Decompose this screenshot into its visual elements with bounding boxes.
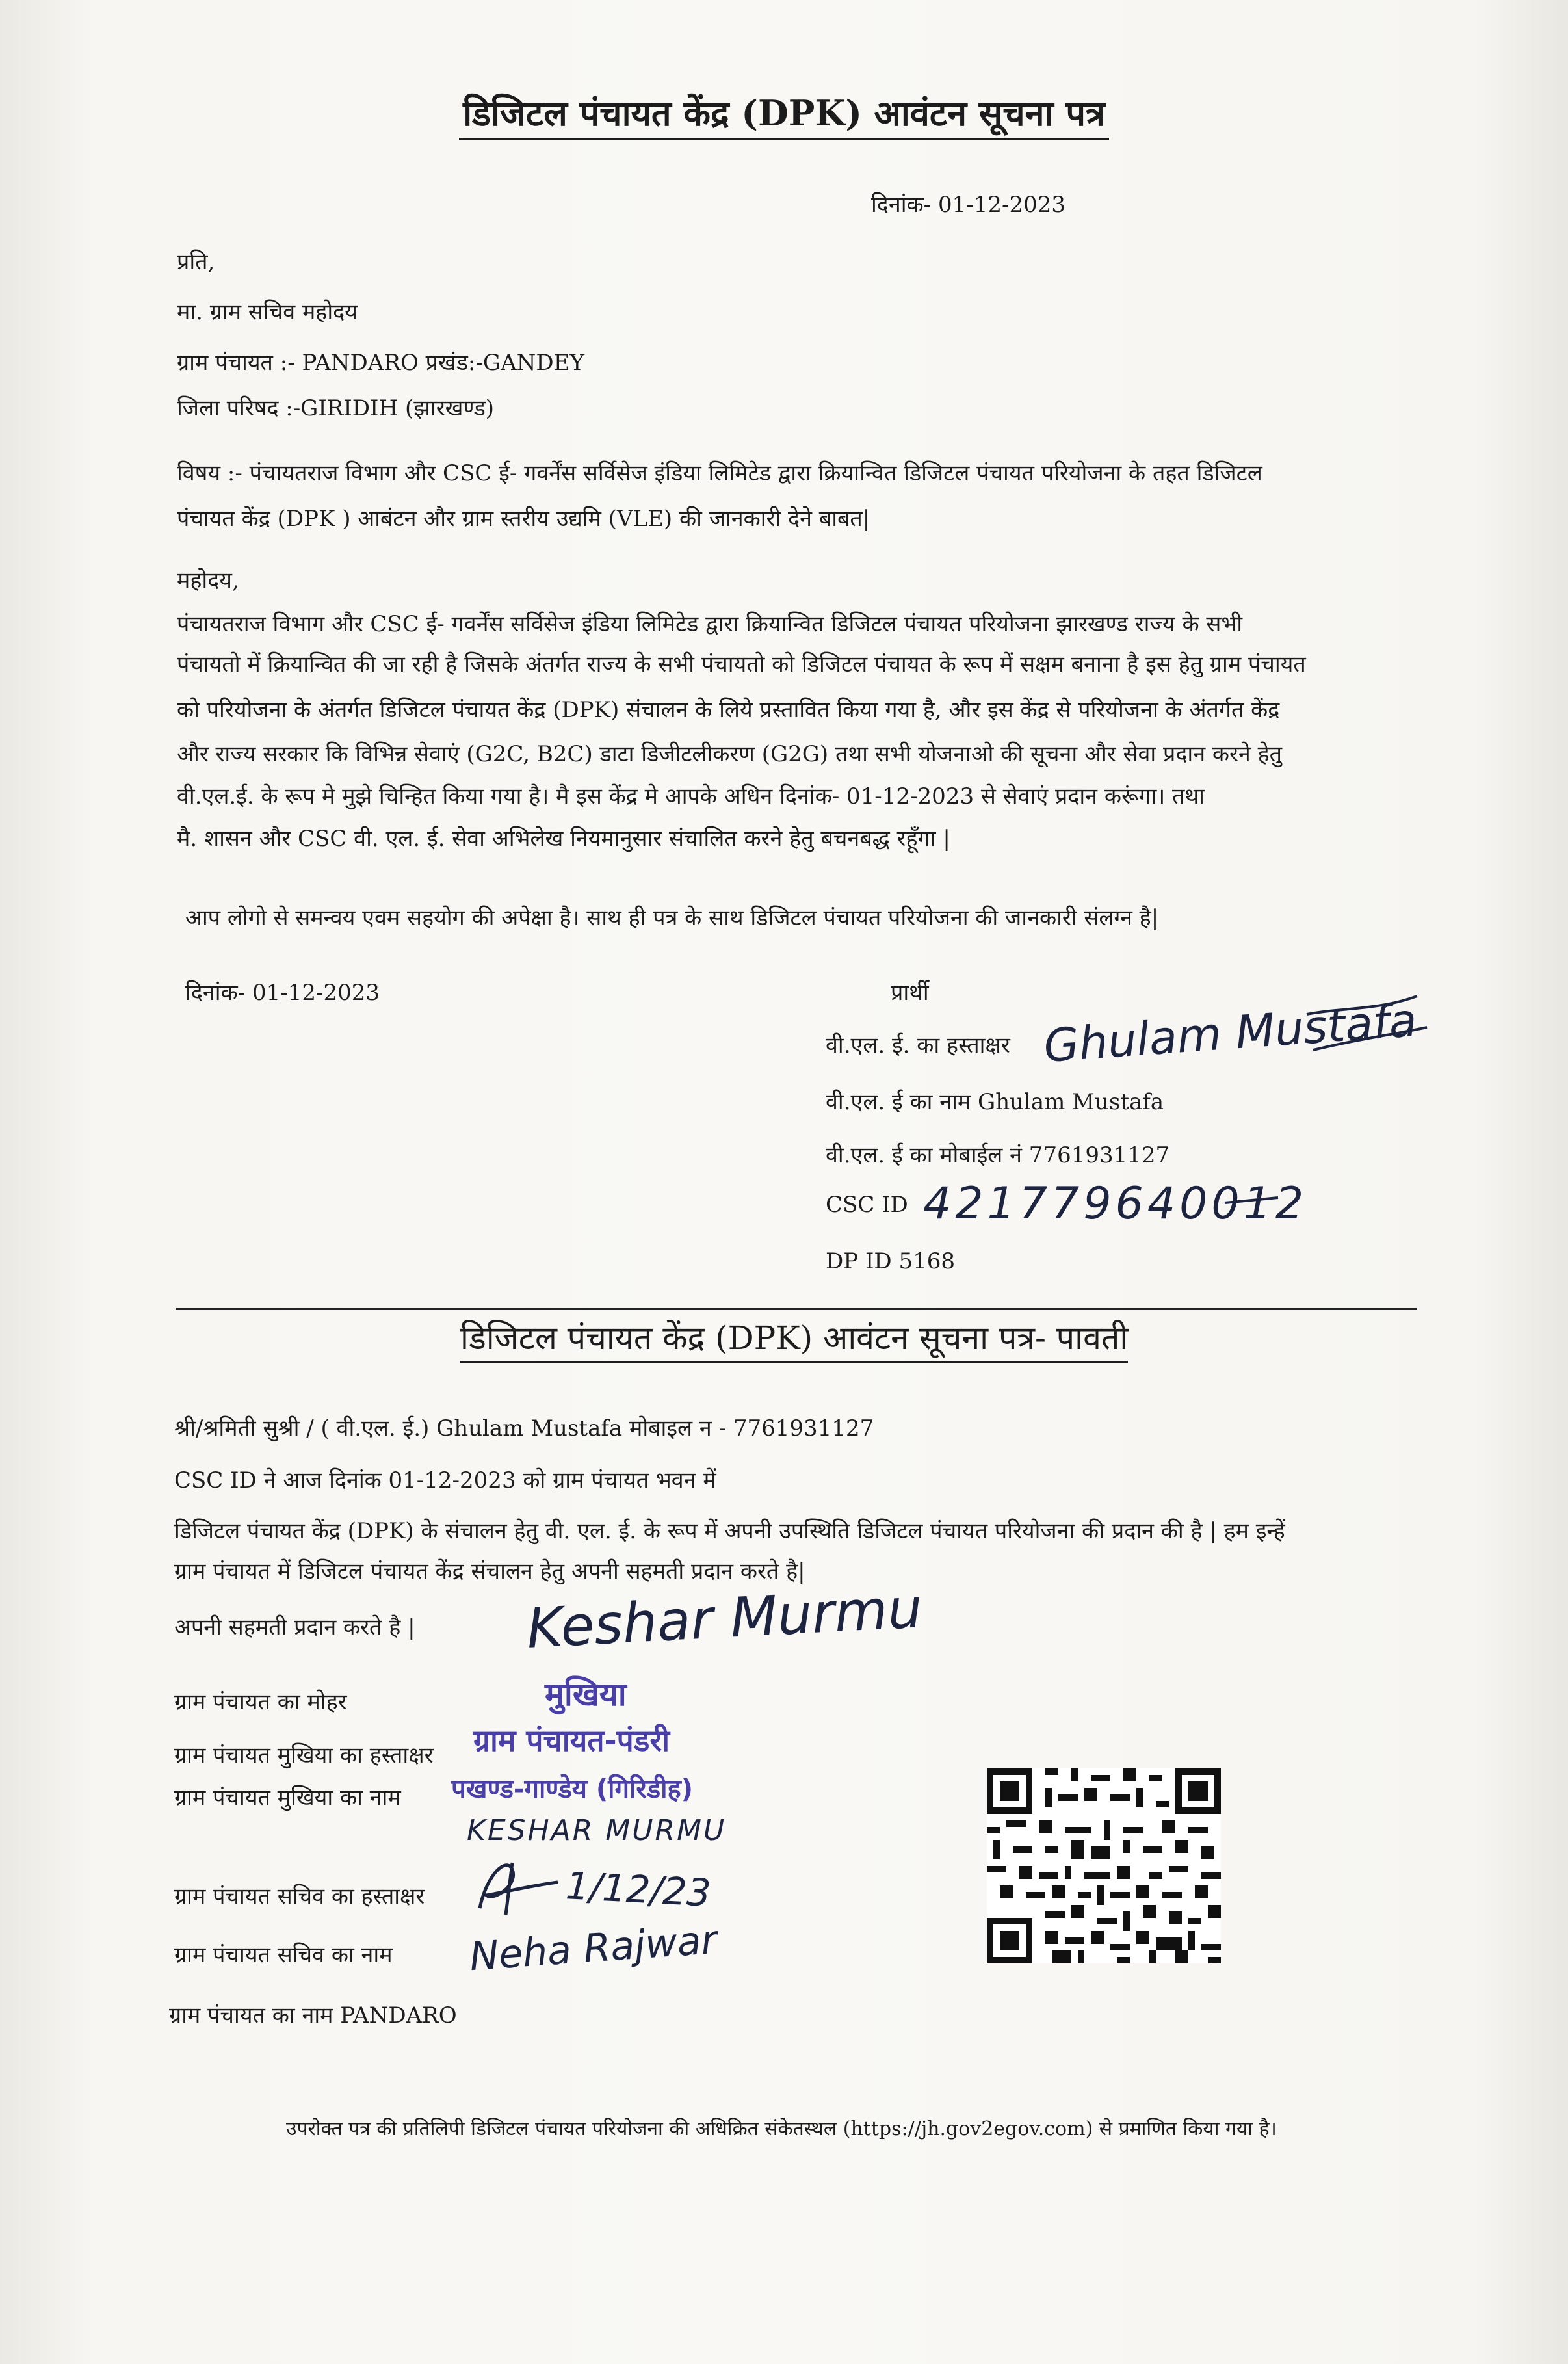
- dp-id: DP ID 5168: [826, 1248, 955, 1274]
- gp-name-line: ग्राम पंचायत का नाम PANDARO: [169, 2003, 457, 2029]
- body-line: मै. शासन और CSC वी. एल. ई. सेवा अभिलेख नियमानुसार संचालित करने हेतु बचनबद्ध रहूँगा |: [177, 826, 950, 852]
- date-top: दिनांक- 01-12-2023: [871, 192, 1065, 218]
- mukhiya-sign-label: ग्राम पंचायत मुखिया का हस्ताक्षर: [174, 1742, 434, 1768]
- vle-mobile: वी.एल. ई का मोबाईल नं 7761931127: [826, 1142, 1170, 1168]
- body-line: पंचायतो में क्रियान्वित की जा रही है जिसके अंतर्गत राज्य के सभी पंचायतो को डिजिटल पंचायत के रूप में सक्षम बनाना है इस हेतु ग्राम पंचायत: [177, 651, 1306, 677]
- receipt-line-2: CSC ID ने आज दिनांक 01-12-2023 को ग्राम पंचायत भवन में: [174, 1467, 716, 1493]
- vle-signature-label: वी.एल. ई. का हस्ताक्षर: [826, 1032, 1010, 1058]
- cooperation-line: आप लोगो से समन्वय एवम सहयोग की अपेक्षा है। साथ ही पत्र के साथ डिजिटल पंचायत परियोजना की जानकारी संलग्न है|: [185, 905, 1159, 931]
- receipt-title: डिजिटल पंचायत केंद्र (DPK) आवंटन सूचना पत्र- पावती: [460, 1315, 1128, 1359]
- mukhiya-name-label: ग्राम पंचायत मुखिया का नाम: [174, 1785, 401, 1811]
- zila-parishad: जिला परिषद :-GIRIDIH (झारखण्ड): [177, 395, 495, 421]
- date-bottom: दिनांक- 01-12-2023: [185, 980, 380, 1006]
- vle-name: वी.एल. ई का नाम Ghulam Mustafa: [826, 1089, 1164, 1115]
- stamp-line-1: मुखिया: [545, 1675, 627, 1713]
- body-line: वी.एल.ई. के रूप मे मुझे चिन्हित किया गया है। मै इस केंद्र मे आपके अधिन दिनांक- 01-12-2023 से सेवाएं प्रदान करूंगा। तथा: [177, 783, 1205, 809]
- body-line: को परियोजना के अंतर्गत डिजिटल पंचायत केंद्र (DPK) संचालन के लिये प्रस्तावित किया गया है, और इस केंद्र से परियोजना के अंतर्गत केंद्र: [177, 697, 1280, 723]
- section-divider: [176, 1308, 1417, 1310]
- salutation: महोदय,: [177, 568, 239, 594]
- stamp-line-3: पखण्ड-गाण्डेय (गिरिडीह): [451, 1774, 694, 1804]
- sachiv-sign-label: ग्राम पंचायत सचिव का हस्ताक्षर: [174, 1884, 425, 1910]
- footer-note: उपरोक्त पत्र की प्रतिलिपी डिजिटल पंचायत परियोजना की अधिक्रित संकेतस्थल (https://jh.gov2egov.com) से प्रमाणित किया गया है।: [286, 2118, 1277, 2140]
- csc-id-value: 421779640012: [923, 1178, 1308, 1229]
- sachiv-signature-mark: [467, 1850, 564, 1921]
- body-line: और राज्य सरकार कि विभिन्न सेवाएं (G2C, B2C) डाटा डिजीटलीकरण (G2G) तथा सभी योजनाओ की सूचना और सेवा प्रदान करने हेतु: [177, 741, 1283, 767]
- receipt-line-1: श्री/श्रमिती सुश्री / ( वी.एल. ई.) Ghulam Mustafa मोबाइल न - 7761931127: [174, 1415, 874, 1441]
- sachiv-sign-date: 1/12/23: [564, 1863, 712, 1915]
- stamp-line-2: ग्राम पंचायत-पंडरी: [473, 1723, 670, 1758]
- sachiv-name-hw: Neha Rajwar: [468, 1917, 719, 1980]
- applicant-heading: प्रार्थी: [891, 980, 929, 1006]
- receipt-line-5: अपनी सहमती प्रदान करते है |: [174, 1614, 415, 1640]
- csc-id-label: CSC ID: [826, 1192, 908, 1218]
- prati: प्रति,: [177, 249, 215, 275]
- signature-flourish: [1300, 988, 1430, 1060]
- vle-signature: Ghulam Mustafa: [1041, 993, 1419, 1073]
- receipt-line-3: डिजिटल पंचायत केंद्र (DPK) के संचालन हेतु वी. एल. ई. के रूप में अपनी उपस्थिति डिजिटल पंचायत परियोजना की प्रदान की है | हम इन्हें: [174, 1518, 1285, 1544]
- recipient: मा. ग्राम सचिव महोदय: [177, 299, 358, 325]
- page-title: डिजिटल पंचायत केंद्र (DPK) आवंटन सूचना पत्र: [0, 88, 1568, 136]
- body-line: पंचायतराज विभाग और CSC ई- गवर्नेंस सर्विसेज इंडिया लिमिटेड द्वारा क्रियान्वित डिजिटल पंचायत परियोजना झारखण्ड राज्य के सभी: [177, 611, 1243, 637]
- qr-code: [987, 1768, 1221, 1963]
- mukhiya-name-hw: KESHAR MURMU: [467, 1814, 727, 1847]
- csc-underline: [1222, 1190, 1281, 1209]
- subject-line-1: विषय :- पंचायतराज विभाग और CSC ई- गवर्नेंस सर्विसेज इंडिया लिमिटेड द्वारा क्रियान्वित डिजिटल पंचायत परियोजना के तहत डिजिटल: [177, 460, 1262, 486]
- subject-line-2: पंचायत केंद्र (DPK ) आबंटन और ग्राम स्तरीय उद्यमि (VLE) की जानकारी देने बाबत|: [177, 506, 870, 532]
- mohar-label: ग्राम पंचायत का मोहर: [174, 1689, 347, 1715]
- sachiv-name-label: ग्राम पंचायत सचिव का नाम: [174, 1942, 393, 1968]
- receipt-line-4: ग्राम पंचायत में डिजिटल पंचायत केंद्र संचालन हेतु अपनी सहमती प्रदान करते है|: [174, 1558, 805, 1584]
- mukhiya-signature: Keshar Murmu: [525, 1576, 924, 1661]
- gram-panchayat: ग्राम पंचायत :- PANDARO प्रखंड:-GANDEY: [177, 350, 584, 376]
